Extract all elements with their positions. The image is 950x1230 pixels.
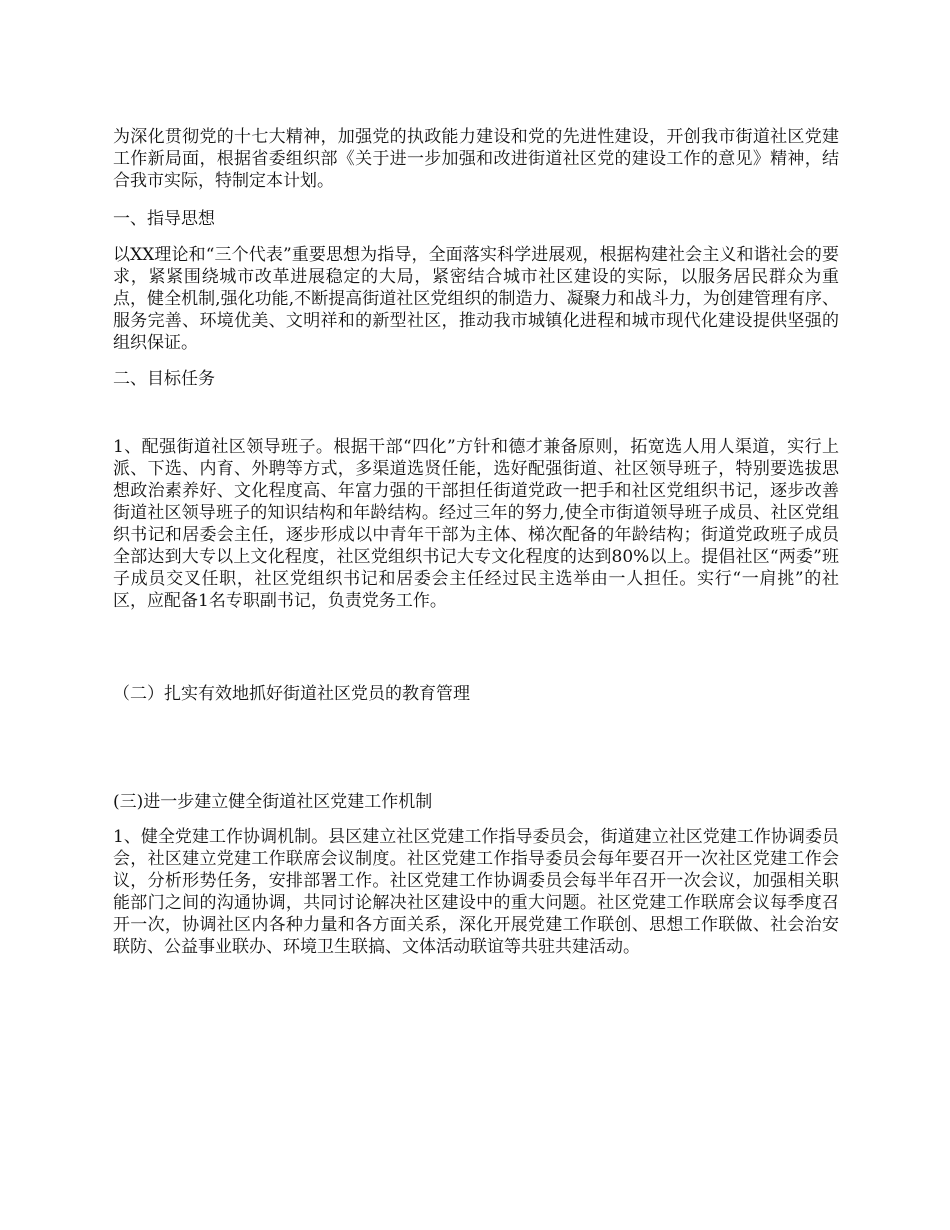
mechanism-item-1-paragraph: 1、健全党建工作协调机制。县区建立社区党建工作指导委员会，街道建立社区党建工作协调委员会，社区建立党建工作联席会议制度。社区党建工作指导委员会每年要召开一次社区党建工作会议，分析形势任务，安排部署工作。社区党建工作协调委员会每半年召开一次会议，加强相关职能部门之间的沟通协调，共同讨论解决社区建设中的重大问题。社区党建工作联席会议每季度召开一次，协调社区内各种力量和各方面关系，深化开展党建工作联创、思想工作联做、社会治安联防、公益事业联办、环境卫生联搞、文体活动联谊等共驻共建活动。 <box>113 827 839 957</box>
goal-item-1-paragraph: 1、配强街道社区领导班子。根据干部“四化”方针和德才兼备原则，拓宽选人用人渠道，实行上派、下选、内育、外聘等方式，多渠道选贤任能，选好配强街道、社区领导班子，特别要选拔思想政治素养好、文化程度高、年富力强的干部担任街道党政一把手和社区党组织书记，逐步改善街道社区领导班子的知识结构和年龄结构。经过三年的努力,使全市街道领导班子成员、社区党组织书记和居委会主任，逐步形成以中青年干部为主体、梯次配备的年龄结构；街道党政班子成员全部达到大专以上文化程度，社区党组织书记大专文化程度的达到80%以上。提倡社区“两委”班子成员交叉任职，社区党组织书记和居委会主任经过民主选举由一人担任。实行“一肩挑”的社区，应配备1名专职副书记，负责党务工作。 <box>113 437 839 611</box>
section-heading-goals: 二、目标任务 <box>113 369 215 389</box>
subsection-heading-work-mechanism: (三)进一步建立健全街道社区党建工作机制 <box>113 792 433 812</box>
guiding-thought-paragraph: 以XX理论和“三个代表”重要思想为指导，全面落实科学进展观，根据构建社会主义和谐社会的要求，紧紧围绕城市改革进展稳定的大局，紧密结合城市社区建设的实际，以服务居民群众为重点，健全机制,强化功能,不断提高街道社区党组织的制造力、凝聚力和战斗力，为创建管理有序、服务完善、环境优美、文明祥和的新型社区，推动我市城镇化进程和城市现代化建设提供坚强的组织保证。 <box>113 245 839 353</box>
subsection-heading-party-member-education: （二）扎实有效地抓好街道社区党员的教育管理 <box>113 684 470 704</box>
section-heading-guiding-thought: 一、指导思想 <box>113 209 215 229</box>
intro-paragraph: 为深化贯彻党的十七大精神，加强党的执政能力建设和党的先进性建设，开创我市街道社区党建工作新局面，根据省委组织部《关于进一步加强和改进街道社区党的建设工作的意见》精神，结合我市实际，特制定本计划。 <box>113 127 839 191</box>
